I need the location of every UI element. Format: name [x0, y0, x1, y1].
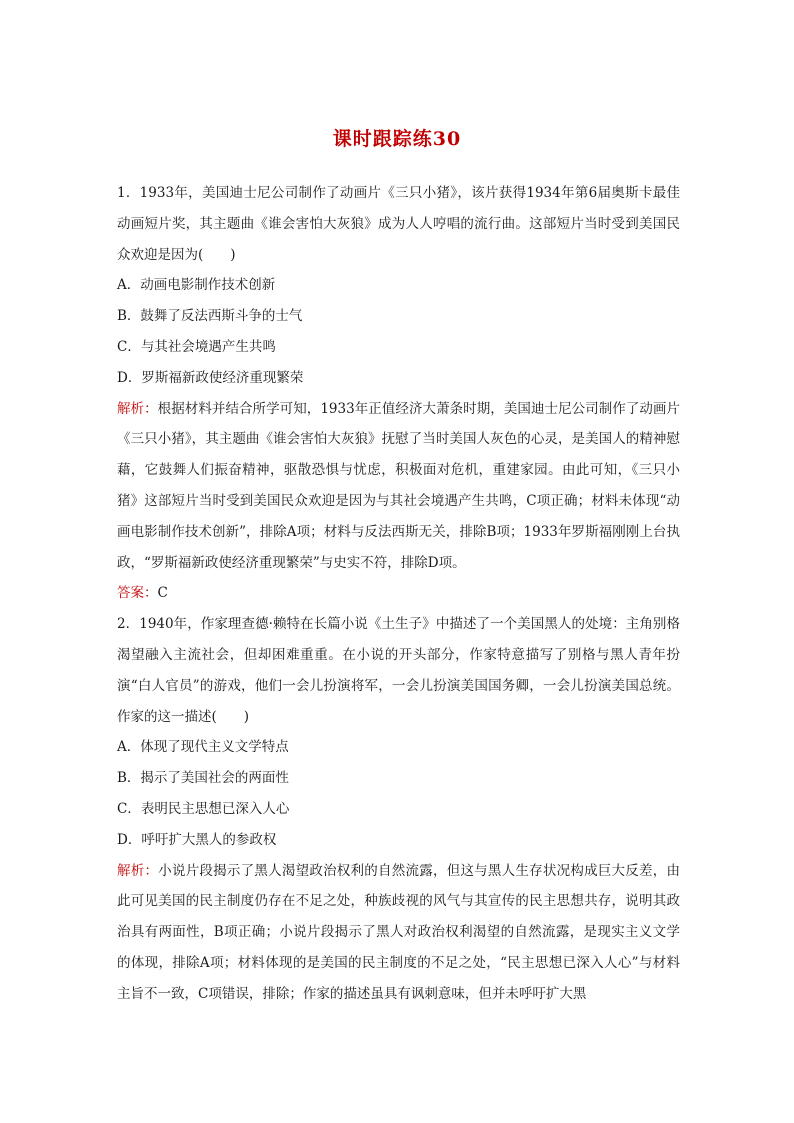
answer-value: C [157, 585, 168, 602]
document-body [117, 178, 680, 1010]
option-a: A．体现了现代主义文学特点 [117, 739, 289, 756]
analysis-text: 小说片段揭示了黑人渴望政治权利的自然流露，但这与黑人生存状况构成巨大反差，由此可见美国的民主制度仍存在不足之处，种族歧视的风气与其宣传的民主思想共存，说明其政治具有两面性，B项正确；小说片段揭示了黑人对政治权利渴望的自然流露，是现实主义文学的体现，排除A项；材料体现的是美国的民主制度的不足之处，“民主思想已深入人心”与材料主旨不一致，C项错误，排除；作家的描述虽具有讽刺意味，但并未呼吁扩大黑 [117, 862, 681, 1002]
analysis-label: 解析： [117, 400, 158, 417]
option-b: B．鼓舞了反法西斯斗争的士气 [117, 308, 303, 325]
answer-label: 答案： [117, 585, 158, 602]
question-stem: 2．1940年，作家理查德·赖特在长篇小说《土生子》中描述了一个美国黑人的处境：主角别格渴望融入主流社会，但却困难重重。在小说的开头部分，作家特意描写了别格与黑人青年扮演“白人官员”的游戏，他们一会儿扮演将军，一会儿扮演美国国务卿，一会儿扮演美国总统。作家的这一描述( ) [117, 616, 680, 725]
page-title: 课时跟踪练30 [332, 128, 462, 150]
question-2 [117, 609, 680, 1009]
option-a: A．动画电影制作技术创新 [117, 277, 276, 294]
analysis-label: 解析： [117, 862, 159, 879]
analysis [117, 394, 680, 579]
option-d: D．呼吁扩大黑人的参政权 [117, 831, 277, 848]
analysis [117, 856, 680, 1010]
option-b: B．揭示了美国社会的两面性 [117, 770, 289, 787]
answer [117, 578, 680, 609]
analysis-text: 根据材料并结合所学可知，1933年正值经济大萧条时期，美国迪士尼公司制作了动画片《三只小猪》，其主题曲《谁会害怕大灰狼》抚慰了当时美国人灰色的心灵，是美国人的精神慰藉，它鼓舞人们振奋精神，驱散恐惧与忧虑，积极面对危机，重建家园。由此可知，《三只小猪》这部短片当时受到美国民众欢迎是因为与其社会境遇产生共鸣，C项正确；材料未体现“动画电影制作技术创新”，排除A项；材料与反法西斯无关，排除B项；1933年罗斯福刚刚上台执政，“罗斯福新政使经济重现繁荣”与史实不符，排除D项。 [117, 400, 681, 571]
question-1 [117, 178, 680, 609]
option-c: C．与其社会境遇产生共鸣 [117, 338, 276, 355]
option-c: C．表明民主思想已深入人心 [117, 800, 290, 817]
question-stem: 1．1933年，美国迪士尼公司制作了动画片《三只小猪》，该片获得1934年第6届奥斯卡最佳动画短片奖，其主题曲《谁会害怕大灰狼》成为人人哼唱的流行曲。这部短片当时受到美国民众欢迎是因为( ) [117, 185, 680, 263]
option-d: D．罗斯福新政使经济重现繁荣 [117, 369, 304, 386]
